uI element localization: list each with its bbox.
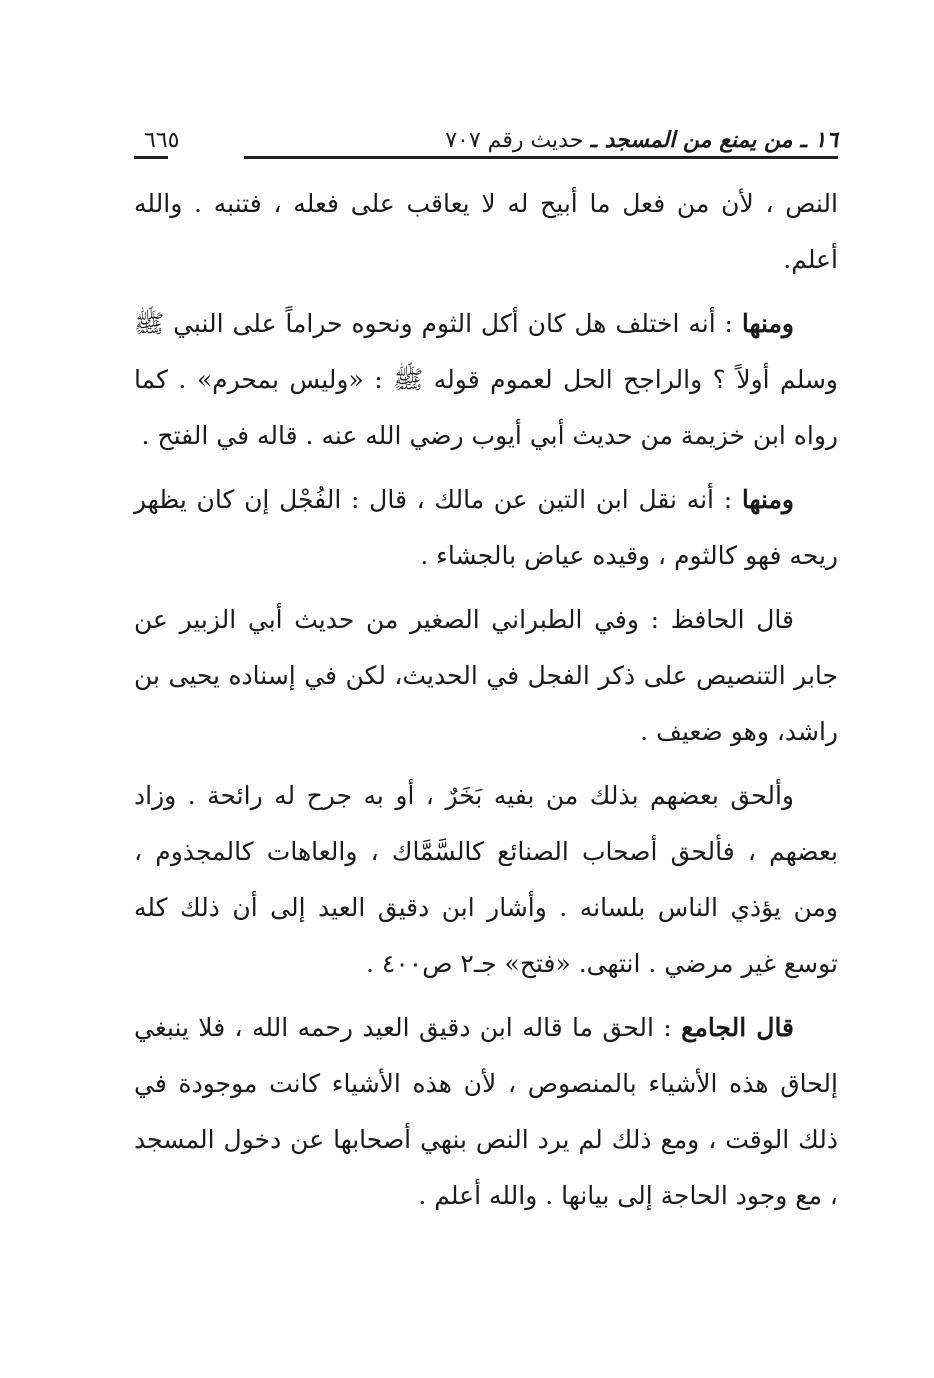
body-text bbox=[134, 176, 838, 1232]
chapter-name: ١٦ ـ من يمنع من المسجد ـ bbox=[590, 127, 838, 153]
paragraph-text: قال الحافظ : وفي الطبراني الصغير من حديث أبي الزبير عن جابر التنصيص على ذكر الفجل في الحديث، لكن في إسناده يحيى بن راشد، وهو ضعيف . bbox=[134, 605, 838, 746]
paragraph bbox=[134, 768, 838, 992]
header-rule bbox=[244, 156, 838, 159]
paragraph-text: : الحق ما قاله ابن دقيق العيد رحمه الله ، فلا ينبغي إلحاق هذه الأشياء بالمنصوص ، لأن هذه الأشياء كانت موجودة في ذلك الوقت ، ومع ذلك لم يرد النص بنهي أصحابها عن دخول المسجد ، مع وجود الحاجة إلى بيانها . والله أعلم . bbox=[134, 1013, 838, 1210]
paragraph-lead: ومنها bbox=[741, 485, 794, 514]
running-header bbox=[134, 112, 838, 160]
paragraph-text: : أنه نقل ابن التين عن مالك ، قال : الفُجْل إن كان يظهر ريحه فهو كالثوم ، وقيده عياض بالجشاء . bbox=[134, 485, 838, 570]
chapter-title bbox=[445, 125, 838, 160]
paragraph-lead: قال الجامع bbox=[681, 1013, 795, 1042]
paragraph-text: النص ، لأن من فعل ما أبيح له لا يعاقب على فعله ، فتنبه . والله أعلم. bbox=[134, 189, 838, 274]
paragraph-text: : أنه اختلف هل كان أكل الثوم ونحوه حراماً على النبي ﷺ وسلم أولاً ؟ والراجح الحل لعموم قوله ﷺ : «وليس بمحرم» . كما رواه ابن خزيمة من حديث أبي أيوب رضي الله عنه . قاله في الفتح . bbox=[134, 309, 838, 450]
paragraph bbox=[134, 472, 838, 584]
paragraph bbox=[134, 176, 838, 288]
page-number: ٦٦٥ bbox=[144, 128, 180, 153]
paragraph-text: وألحق بعضهم بذلك من بفيه بَخَرٌ ، أو به جرح له رائحة . وزاد بعضهم ، فألحق أصحاب الصنائع كالسَّمَّاك ، والعاهات كالمجذوم ، ومن يؤذي الناس بلسانه . وأشار ابن دقيق العيد إلى أن ذلك كله توسع غير مرضي . انتهى. «فتح» جـ٢ ص٤٠٠ . bbox=[134, 781, 838, 978]
hadith-reference: حديث رقم ٧٠٧ bbox=[445, 128, 584, 153]
paragraph bbox=[134, 296, 838, 464]
paragraph-lead: ومنها bbox=[741, 309, 794, 338]
paragraph bbox=[134, 592, 838, 760]
page-number-rule bbox=[134, 156, 168, 159]
paragraph bbox=[134, 1000, 838, 1224]
